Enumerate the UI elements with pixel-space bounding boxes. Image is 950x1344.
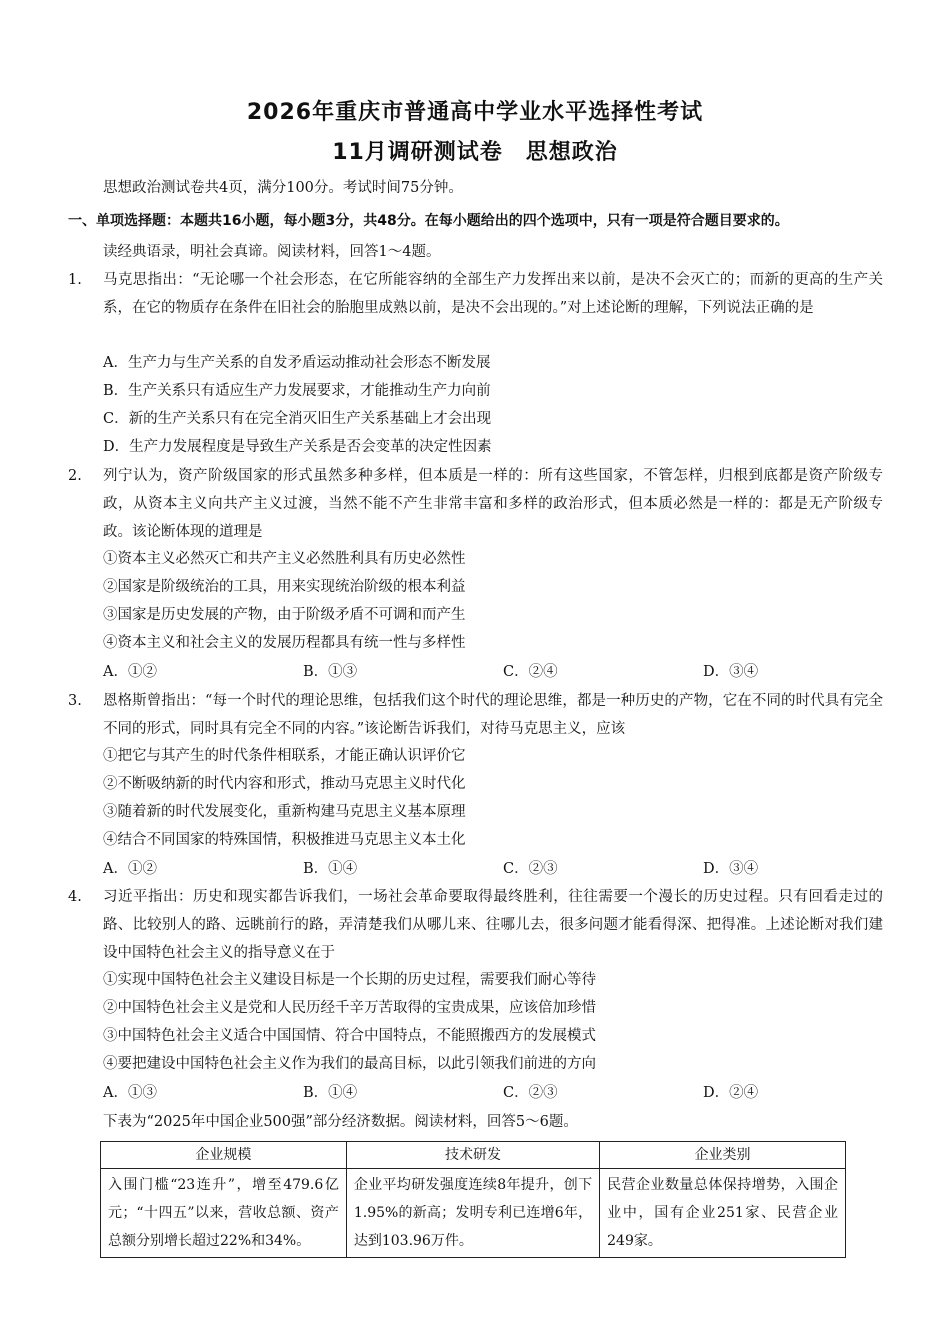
question-2-statement-2: ②国家是阶级统治的工具，用来实现统治阶级的根本利益 [103, 579, 466, 595]
section-lead: 读经典语录，明社会真谛。阅读材料，回答1～4题。 [103, 244, 441, 260]
question-2-number: 2. [68, 468, 82, 484]
question-4-choice-a: A．①③ [103, 1085, 157, 1101]
exam-title: 2026年重庆市普通高中学业水平选择性考试 [246, 100, 704, 125]
table-cell: 民营企业数量总体保持增势，入围企业中，国有企业251家、民营企业249家。 [600, 1169, 846, 1258]
question-3-statement-4: ④结合不同国家的特殊国情，积极推进马克思主义本土化 [103, 832, 466, 848]
question-2-choice-d: D．③④ [703, 664, 759, 680]
table-row [101, 1169, 846, 1258]
question-2-statement-3: ③国家是历史发展的产物，由于阶级矛盾不可调和而产生 [103, 607, 466, 623]
table-cell: 企业平均研发强度连续8年提升，创下1.95%的新高；发明专利已连增6年，达到103.96万件。 [346, 1169, 599, 1258]
exam-subtitle: 11月调研测试卷 思想政治 [332, 140, 618, 165]
question-4-statement-3: ③中国特色社会主义适合中国国情、符合中国特点，不能照搬西方的发展模式 [103, 1028, 596, 1044]
question-4-statement-2: ②中国特色社会主义是党和人民历经千辛万苦取得的宝贵成果，应该倍加珍惜 [103, 1000, 596, 1016]
question-3-choice-d: D．③④ [703, 861, 759, 877]
data-table [100, 1141, 846, 1258]
table-header-cell: 企业规模 [101, 1142, 347, 1169]
question-3-choice-c: C．②③ [503, 861, 558, 877]
table-header-row [101, 1142, 846, 1169]
question-1-option-b: B．生产关系只有适应生产力发展要求，才能推动生产力向前 [103, 383, 491, 399]
section-heading: 一、单项选择题：本题共16小题，每小题3分，共48分。在每小题给出的四个选项中，只有一项是符合题目要求的。 [68, 213, 789, 229]
question-4-choice-b: B．①④ [303, 1085, 358, 1101]
question-3-choice-b: B．①④ [303, 861, 358, 877]
question-2-choice-b: B．①③ [303, 664, 358, 680]
question-2-stem: 列宁认为，资产阶级国家的形式虽然多种多样，但本质是一样的：所有这些国家，不管怎样，归根到底都是资产阶级专政，从资本主义向共产主义过渡，当然不能不产生非常丰富和多样的政治形式，但本质必然是一样的：都是无产阶级专政。该论断体现的道理是 [103, 468, 883, 540]
question-4-stem: 习近平指出：历史和现实都告诉我们，一场社会革命要取得最终胜利，往往需要一个漫长的历史过程。只有回看走过的路、比较别人的路、远眺前行的路，弄清楚我们从哪儿来、往哪儿去，很多问题才能看得深、把得准。上述论断对我们建设中国特色社会主义的指导意义在于 [103, 889, 883, 961]
table-header-cell: 企业类别 [600, 1142, 846, 1169]
question-2-choice-c: C．②④ [503, 664, 558, 680]
question-4-choice-d: D．②④ [703, 1085, 759, 1101]
table-header-cell: 技术研发 [346, 1142, 599, 1169]
exam-intro: 思想政治测试卷共4页，满分100分。考试时间75分钟。 [103, 180, 463, 196]
question-1-stem: 马克思指出：“无论哪一个社会形态，在它所能容纳的全部生产力发挥出来以前，是决不会灭亡的；而新的更高的生产关系，在它的物质存在条件在旧社会的胎胞里成熟以前，是决不会出现的。”对上述论断的理解，下列说法正确的是 [103, 272, 883, 316]
question-4-statement-1: ①实现中国特色社会主义建设目标是一个长期的历史过程，需要我们耐心等待 [103, 972, 596, 988]
question-3-stem: 恩格斯曾指出：“每一个时代的理论思维，包括我们这个时代的理论思维，都是一种历史的产物，它在不同的时代具有完全不同的形式，同时具有完全不同的内容。”该论断告诉我们，对待马克思主义，应该 [103, 693, 883, 737]
question-3-statement-1: ①把它与其产生的时代条件相联系，才能正确认识评价它 [103, 748, 466, 764]
question-3-number: 3. [68, 693, 82, 709]
table-cell: 入围门槛“23连升”，增至479.6亿元；“十四五”以来，营收总额、资产总额分别增长超过22%和34%。 [101, 1169, 347, 1258]
question-4-choice-c: C．②③ [503, 1085, 558, 1101]
question-2-statement-4: ④资本主义和社会主义的发展历程都具有统一性与多样性 [103, 635, 466, 651]
question-3-statement-3: ③随着新的时代发展变化，重新构建马克思主义基本原理 [103, 804, 466, 820]
question-1-option-d: D．生产力发展程度是导致生产关系是否会变革的决定性因素 [103, 439, 492, 455]
question-1-number: 1. [68, 272, 82, 288]
question-2-statement-1: ①资本主义必然灭亡和共产主义必然胜利具有历史必然性 [103, 551, 466, 567]
question-4-number: 4. [68, 889, 82, 905]
question-2-choice-a: A．①② [103, 664, 157, 680]
question-4-statement-4: ④要把建设中国特色社会主义作为我们的最高目标，以此引领我们前进的方向 [103, 1056, 596, 1072]
question-1-option-c: C．新的生产关系只有在完全消灭旧生产关系基础上才会出现 [103, 411, 492, 427]
table-intro: 下表为“2025年中国企业500强”部分经济数据。阅读材料，回答5～6题。 [103, 1114, 578, 1130]
question-1-option-a: A．生产力与生产关系的自发矛盾运动推动社会形态不断发展 [103, 355, 491, 371]
question-3-statement-2: ②不断吸纳新的时代内容和形式，推动马克思主义时代化 [103, 776, 466, 792]
question-3-choice-a: A．①② [103, 861, 157, 877]
